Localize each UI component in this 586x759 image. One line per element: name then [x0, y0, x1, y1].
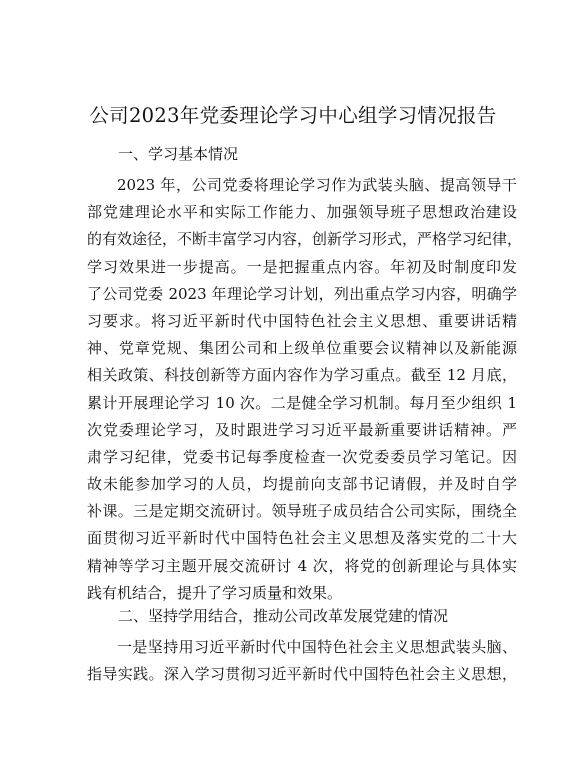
paragraph-line: 相关政策、科技创新等方面内容作为学习重点。截至 12 月底， [87, 366, 517, 385]
paragraph-line: 精神等学习主题开展交流研讨 4 次，将党的创新理论与具体实 [87, 556, 517, 575]
section-heading-1: 一、学习基本情况 [118, 145, 239, 163]
paragraph-line: 指导实践。深入学习贯彻习近平新时代中国特色社会主义思想， [87, 665, 517, 684]
paragraph-line: 了公司党委 2023 年理论学习计划，列出重点学习内容，明确学 [87, 284, 517, 303]
paragraph-line: 补课。三是定期交流研讨。领导班子成员结合公司实际，围绕全 [87, 502, 517, 521]
section-2-body [87, 634, 517, 688]
paragraph-line: 习要求。将习近平新时代中国特色社会主义思想、重要讲话精 [87, 311, 517, 330]
paragraph-line: 面贯彻习近平新时代中国特色社会主义思想及落实党的二十大 [87, 529, 517, 548]
section-1-body [87, 172, 523, 607]
paragraph-line: 神、党章党规、集团公司和上级单位重要会议精神以及新能源 [87, 339, 517, 358]
document-title: 公司2023年党委理论学习中心组学习情况报告 [89, 104, 497, 127]
paragraph-line: 累计开展理论学习 10 次。二是健全学习机制。每月至少组织 1 [87, 393, 517, 412]
paragraph-line: 学习效果进一步提高。一是把握重点内容。年初及时制度印发 [87, 257, 517, 276]
paragraph-line: 的有效途径，不断丰富学习内容，创新学习形式，严格学习纪律， [87, 230, 523, 249]
paragraph-line: 肃学习纪律，党委书记每季度检查一次党委委员学习笔记。因 [87, 447, 517, 466]
section-heading-2: 二、坚持学用结合，推动公司改革发展党建的情况 [118, 607, 449, 625]
paragraph-line: 践有机结合，提升了学习质量和效果。 [87, 583, 343, 602]
paragraph-line: 2023 年，公司党委将理论学习作为武装头脑、提高领导干 [117, 176, 517, 194]
paragraph-line: 部党建理论水平和实际工作能力、加强领导班子思想政治建设 [87, 203, 517, 222]
paragraph-line: 故未能参加学习的人员，均提前向支部书记请假，并及时自学 [87, 475, 517, 494]
paragraph-line: 次党委理论学习，及时跟进学习习近平最新重要讲话精神。严 [87, 420, 517, 439]
paragraph-line: 一是坚持用习近平新时代中国特色社会主义思想武装头脑、 [117, 638, 517, 656]
